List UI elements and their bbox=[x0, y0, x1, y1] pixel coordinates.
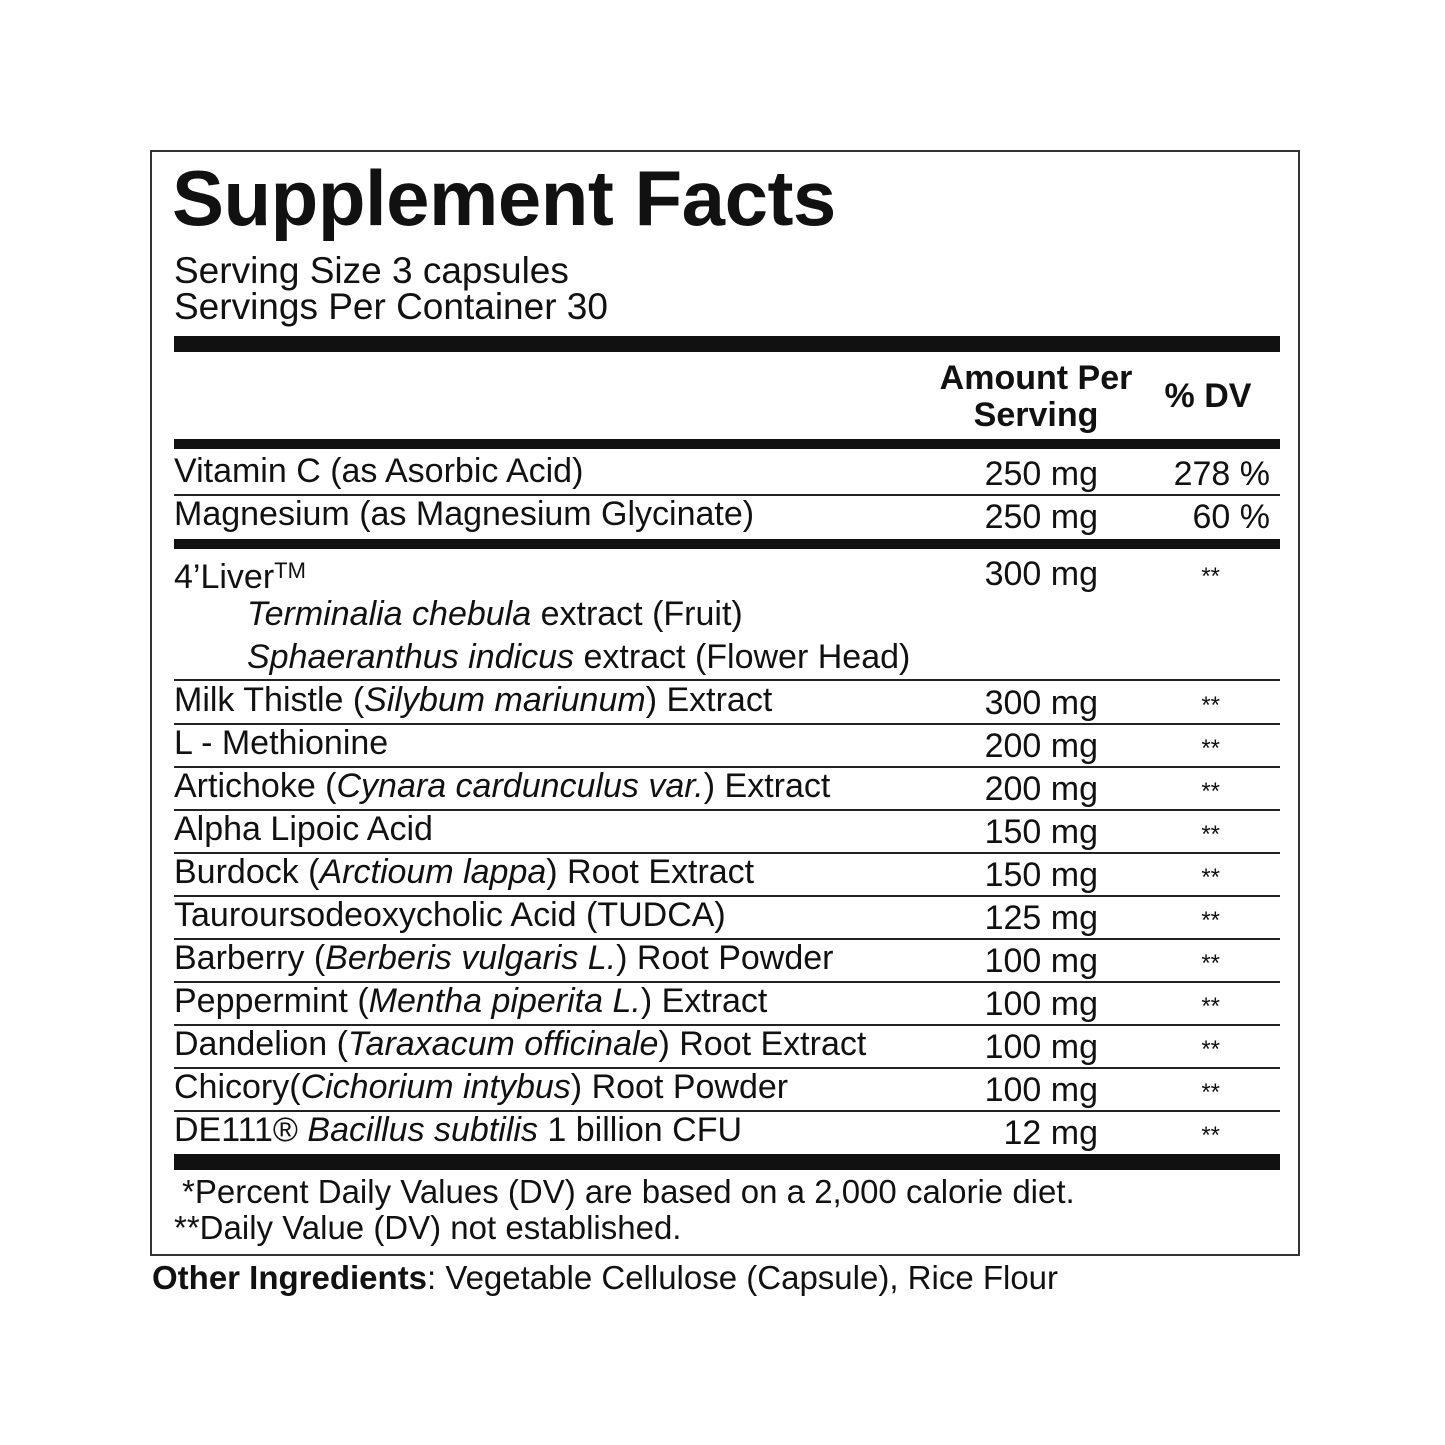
header-amount-per-serving bbox=[920, 360, 1152, 434]
ingredient-name: Barberry (Berberis vulgaris L.) Root Powder bbox=[174, 939, 834, 977]
ingredient-dv: ** bbox=[1201, 1036, 1220, 1063]
ingredient-amount: 100 mg bbox=[984, 942, 1098, 980]
thick-divider bbox=[174, 1154, 1280, 1170]
ingredient-amount: 100 mg bbox=[984, 1071, 1098, 1109]
ingredient-amount: 300 mg bbox=[984, 684, 1098, 722]
ingredient-dv: ** bbox=[1201, 735, 1220, 762]
ingredient-amount: 100 mg bbox=[984, 1028, 1098, 1066]
supplement-facts-panel bbox=[150, 150, 1300, 1256]
serving-size: Serving Size 3 capsules bbox=[174, 250, 569, 291]
ingredient-amount: 100 mg bbox=[984, 985, 1098, 1023]
ingredient-amount: 125 mg bbox=[984, 899, 1098, 937]
servings-per-container: Servings Per Container 30 bbox=[174, 286, 608, 327]
ingredient-dv: ** bbox=[1201, 907, 1220, 934]
header-percent-dv: % DV bbox=[1164, 377, 1252, 415]
blend-component: Terminalia chebula extract (Fruit) bbox=[247, 595, 743, 633]
ingredient-name: Peppermint (Mentha piperita L.) Extract bbox=[174, 982, 768, 1020]
footnote-dv-not-established: **Daily Value (DV) not established. bbox=[174, 1209, 682, 1246]
ingredient-dv: ** bbox=[1201, 692, 1220, 719]
blend-name: 4’Liver™ bbox=[174, 558, 306, 596]
ingredient-amount: 200 mg bbox=[984, 770, 1098, 808]
blend-amount: 300 mg bbox=[984, 555, 1098, 593]
other-ingredients bbox=[152, 1259, 1058, 1297]
other-ingredients-label: Other Ingredients bbox=[152, 1259, 428, 1296]
ingredient-name: Burdock (Arctioum lappa) Root Extract bbox=[174, 853, 755, 891]
nutrient-amount: 250 mg bbox=[984, 498, 1098, 536]
medium-divider bbox=[174, 439, 1280, 449]
ingredient-amount: 150 mg bbox=[984, 813, 1098, 851]
header-amount-line2: Serving bbox=[973, 396, 1099, 434]
blend-row bbox=[174, 552, 1280, 682]
panel-title: Supplement Facts bbox=[172, 154, 836, 242]
ingredient-amount: 150 mg bbox=[984, 856, 1098, 894]
nutrient-name: Magnesium (as Magnesium Glycinate) bbox=[174, 495, 755, 533]
medium-divider bbox=[174, 539, 1280, 549]
ingredient-dv: ** bbox=[1201, 864, 1220, 891]
ingredient-amount: 200 mg bbox=[984, 727, 1098, 765]
ingredient-name: Chicory(Cichorium intybus) Root Powder bbox=[174, 1068, 789, 1106]
ingredient-name: DE111® Bacillus subtilis 1 billion CFU bbox=[174, 1111, 743, 1149]
nutrient-dv: 60 % bbox=[1192, 498, 1270, 536]
nutrient-amount: 250 mg bbox=[984, 455, 1098, 493]
blend-component: Sphaeranthus indicus extract (Flower Head) bbox=[247, 638, 911, 676]
ingredient-name: Milk Thistle (Silybum mariunum) Extract bbox=[174, 681, 773, 719]
footnote-percent-dv: *Percent Daily Values (DV) are based on a 2,000 calorie diet. bbox=[182, 1173, 1075, 1210]
ingredient-dv: ** bbox=[1201, 950, 1220, 977]
ingredient-dv: ** bbox=[1201, 1079, 1220, 1106]
trademark-mark: TM bbox=[274, 558, 306, 583]
ingredient-dv: ** bbox=[1201, 993, 1220, 1020]
ingredient-name: Tauroursodeoxycholic Acid (TUDCA) bbox=[174, 896, 726, 934]
ingredient-name: Artichoke (Cynara cardunculus var.) Extract bbox=[174, 767, 831, 805]
ingredient-amount: 12 mg bbox=[1003, 1114, 1098, 1152]
ingredient-name: Dandelion (Taraxacum officinale) Root Extract bbox=[174, 1025, 867, 1063]
ingredient-name: Alpha Lipoic Acid bbox=[174, 810, 433, 848]
header-amount-line1: Amount Per bbox=[939, 359, 1133, 397]
blend-dv: ** bbox=[1201, 563, 1220, 590]
ingredient-name: L - Methionine bbox=[174, 724, 389, 762]
thick-divider bbox=[174, 336, 1280, 352]
nutrient-name: Vitamin C (as Asorbic Acid) bbox=[174, 452, 584, 490]
nutrient-dv: 278 % bbox=[1173, 455, 1270, 493]
ingredient-dv: ** bbox=[1201, 1122, 1220, 1149]
ingredient-dv: ** bbox=[1201, 821, 1220, 848]
ingredient-dv: ** bbox=[1201, 778, 1220, 805]
other-ingredients-text: : Vegetable Cellulose (Capsule), Rice Flour bbox=[427, 1259, 1059, 1296]
